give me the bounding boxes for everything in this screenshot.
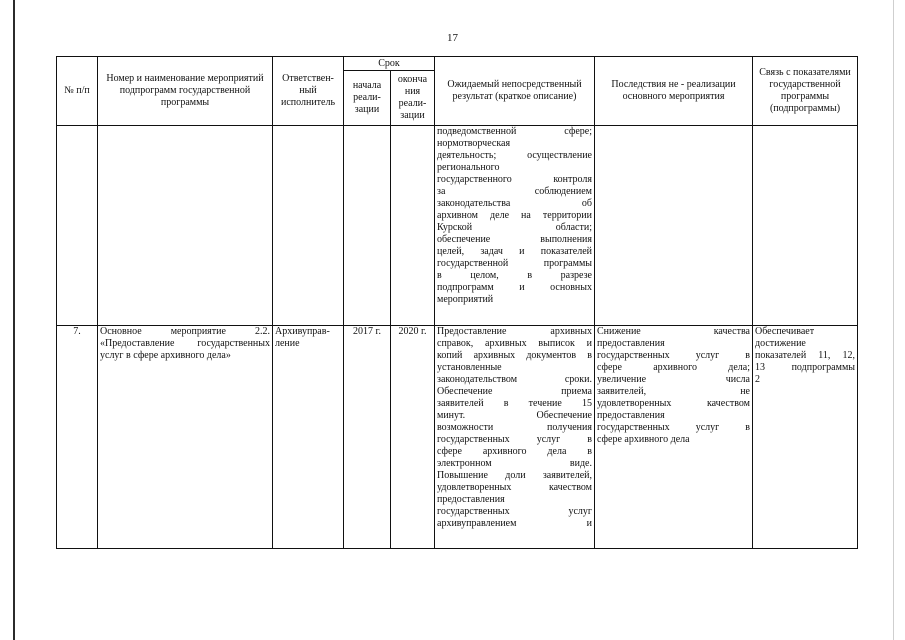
text-line: возможности получения [437, 422, 592, 433]
table-cell [753, 126, 858, 326]
indicator-link-cell [753, 326, 858, 549]
text-line: в целом, в разрезе [437, 270, 592, 281]
expected-result-cell [435, 326, 595, 549]
text-line: Обеспечивает [755, 326, 815, 337]
text-line: архивном деле на территории [437, 210, 592, 221]
header-expected: Ожидаемый непосредственный результат (краткое описание) [435, 57, 595, 126]
text-line: увеличение числа [597, 374, 750, 385]
text-line: государственного контроля [437, 174, 592, 185]
text-line: обеспечение выполнения [437, 234, 592, 245]
table-cell [391, 126, 435, 326]
header-consequences: Последствия не - реализации основного мероприятия [595, 57, 753, 126]
table-cell [595, 126, 753, 326]
text-line: законодательства об [437, 198, 592, 209]
text-line: Предоставление архивных [437, 326, 592, 337]
table-cell [98, 126, 273, 326]
text-line: заявителей, не [597, 386, 750, 397]
text-line: заявителей в течение 15 [437, 398, 592, 409]
header-responsible: Ответствен-ный исполнитель [273, 57, 344, 126]
text-line: копий архивных документов в [437, 350, 592, 361]
responsible-executor: Архивуправ-ление [273, 326, 344, 549]
text-line: показателей 11, 12, [755, 350, 855, 361]
header-num: № п/п [57, 57, 98, 126]
page-number: 17 [447, 32, 458, 44]
text-line: удовлетворенных качеством [597, 398, 750, 409]
text-line: государственных услуг в [437, 434, 592, 445]
text-line: законодательством сроки. [437, 374, 592, 385]
text-line: государственных услуг [437, 506, 592, 517]
text-line: государственной программы [437, 258, 592, 269]
table-cell [273, 126, 344, 326]
row-number: 7. [57, 326, 98, 549]
header-term-start: начала реали-зации [344, 71, 391, 126]
scan-edge [13, 0, 15, 640]
header-link: Связь с показателями государственной программы (подпрограммы) [753, 57, 858, 126]
header-term-end: оконча ния реали-зации [391, 71, 435, 126]
text-line: Обеспечение приема [437, 386, 592, 397]
text-line: архивуправлением и [437, 518, 592, 529]
text-line: Снижение качества [597, 326, 750, 337]
table-cell [57, 126, 98, 326]
text-line: мероприятий [437, 294, 494, 305]
scan-edge [893, 0, 894, 640]
text-line: за соблюдением [437, 186, 592, 197]
expected-result-cell [435, 126, 595, 326]
text-line: достижение [755, 338, 806, 349]
text-line: регионального [437, 162, 500, 173]
text-line: нормотворческая [437, 138, 511, 149]
text-line: установленные [437, 362, 502, 373]
text-line: минут. Обеспечение [437, 410, 592, 421]
text-line: подведомственной сфере; [437, 126, 592, 137]
text-line: электронном виде. [437, 458, 592, 469]
text-line: целей, задач и показателей [437, 246, 592, 257]
text-line: предоставления [597, 410, 665, 421]
table-cell [344, 126, 391, 326]
activity-name: Основное мероприятие 2.2. «Предоставление государственных услуг в сфере архивного дела» [98, 326, 273, 549]
text-line: справок, архивных выписок и [437, 338, 592, 349]
text-line: Курской области; [437, 222, 592, 233]
text-line: деятельность; осуществление [437, 150, 592, 161]
text-line: предоставления [597, 338, 665, 349]
program-table [56, 56, 858, 549]
text-line: государственных услуг в [597, 350, 750, 361]
text-line: 2 [755, 374, 760, 385]
text-line: удовлетворенных качеством [437, 482, 592, 493]
text-line: 13 подпрограммы [755, 362, 855, 373]
text-line: сфере архивного дела [597, 434, 690, 445]
text-line: сфере архивного дела; [597, 362, 750, 373]
consequences-cell [595, 326, 753, 549]
table-row [57, 326, 858, 549]
header-name: Номер и наименование мероприятий подпрограмм государственной программы [98, 57, 273, 126]
text-line: подпрограмм и основных [437, 282, 592, 293]
end-year: 2020 г. [391, 326, 435, 549]
text-line: предоставления [437, 494, 505, 505]
text-line: Повышение доли заявителей, [437, 470, 592, 481]
header-term: Срок [344, 57, 435, 71]
text-line: государственных услуг в [597, 422, 750, 433]
table-row [57, 126, 858, 326]
start-year: 2017 г. [344, 326, 391, 549]
text-line: сфере архивного дела в [437, 446, 592, 457]
